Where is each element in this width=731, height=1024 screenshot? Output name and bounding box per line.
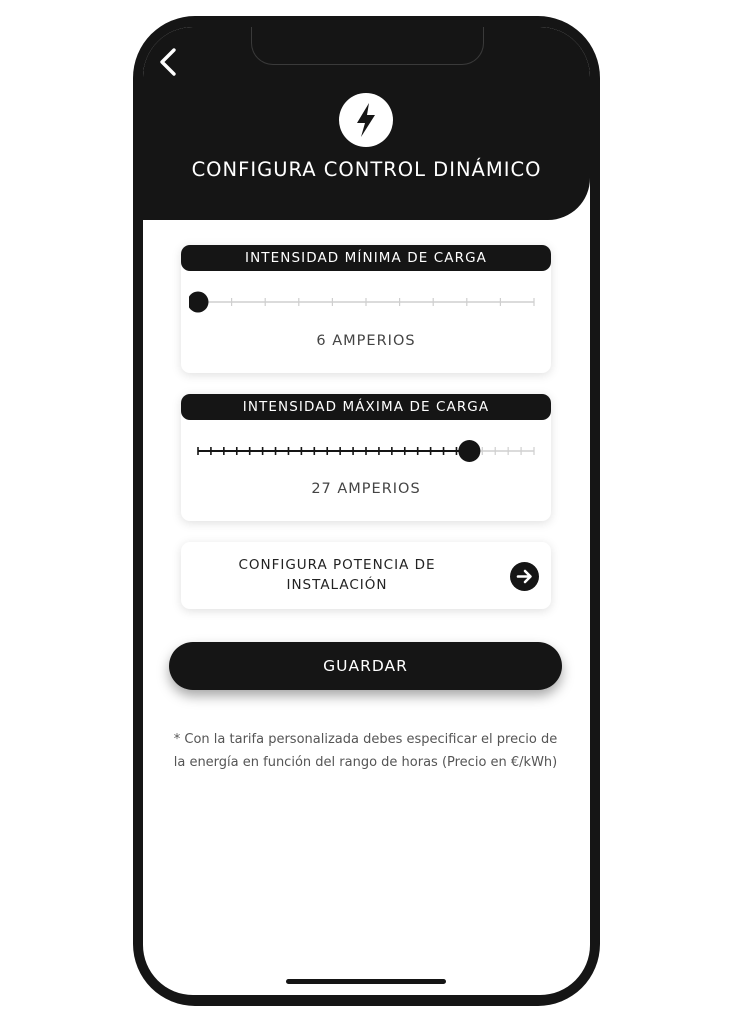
max-slider-thumb[interactable]: [458, 440, 480, 462]
max-intensity-value: 27 AMPERIOS: [311, 481, 421, 497]
min-intensity-label: INTENSIDAD MÍNIMA DE CARGA: [181, 245, 551, 271]
max-intensity-slider[interactable]: [189, 436, 543, 466]
chevron-left-icon: [155, 45, 185, 81]
max-intensity-card: [181, 394, 551, 521]
page-title: CONFIGURA CONTROL DINÁMICO: [191, 158, 542, 181]
back-button[interactable]: [155, 45, 185, 81]
min-slider-thumb[interactable]: [189, 292, 209, 313]
max-intensity-label: INTENSIDAD MÁXIMA DE CARGA: [181, 394, 551, 420]
installation-power-link[interactable]: [181, 542, 551, 609]
lightning-bolt-icon: [339, 93, 393, 147]
device-notch: [251, 27, 484, 65]
footnote-text: * Con la tarifa personalizada debes especificar el precio de la energía en función del rango de horas (Precio en €/kWh): [173, 732, 558, 770]
app-screen: [143, 27, 590, 995]
lightning-badge: [339, 93, 393, 147]
min-intensity-card: [181, 245, 551, 373]
min-intensity-slider[interactable]: [189, 287, 543, 317]
installation-power-label: CONFIGURA POTENCIA DE INSTALACIÓN: [238, 557, 436, 593]
arrow-button[interactable]: [510, 562, 539, 591]
min-intensity-value: 6 AMPERIOS: [316, 333, 416, 349]
save-button[interactable]: GUARDAR: [169, 642, 562, 690]
home-indicator[interactable]: [286, 979, 446, 984]
app-header: [143, 27, 590, 220]
arrow-right-icon: [510, 562, 539, 591]
